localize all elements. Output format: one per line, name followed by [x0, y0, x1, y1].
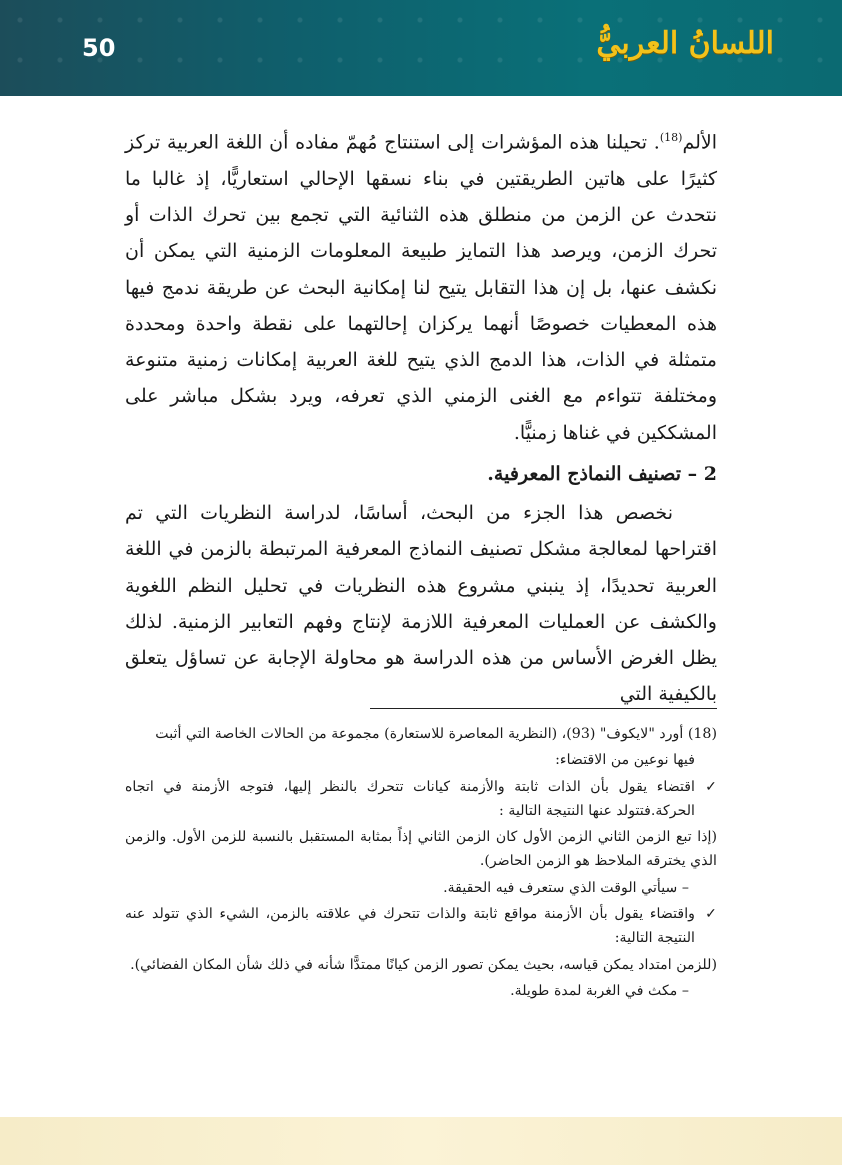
page-header: [0, 0, 842, 96]
footnotes: [125, 722, 717, 1005]
check-icon: ✓: [705, 778, 717, 795]
journal-logo: اللسانُ العربيُّ: [596, 26, 774, 61]
footnote-18-intro: (18) أورد "لايكوف" (93)، (النظرية المعاصرة للاستعارة) مجموعة من الحالات الخاصة التي أثبت: [155, 726, 717, 742]
footnote-item-1-text: اقتضاء يقول بأن الذات ثابتة والأزمنة كيانات تتحرك بالنظر إليها، فتوجه الأزمنة في اتجاه الحركة.فتتولد عنها النتيجة التالية :: [125, 778, 695, 819]
check-icon: ✓: [705, 906, 717, 923]
paragraph-1-start: الألم: [682, 131, 717, 154]
footnote-ref-18[interactable]: (18): [659, 131, 683, 144]
footnote-divider: [370, 708, 717, 709]
main-text: [125, 120, 717, 713]
footnote-quote-2: (للزمن امتداد يمكن قياسه، بحيث يمكن تصور الزمن كيانًا ممتدًّا شأنه في ذلك شأن المكان الفضائي).: [130, 956, 717, 973]
footnote-quote-1: (إذا تبع الزمن الثاني الزمن الأول كان الزمن الثاني إذاً بمثابة المستقبل بالنسبة للزمن الأول. والزمن الذي يخترقه الملاحظ هو الزمن الحاضر).: [125, 829, 717, 870]
footnote-example-1: – سيأتي الوقت الذي ستعرف فيه الحقيقة.: [443, 879, 689, 896]
footnote-example-2: – مكث في الغربة لمدة طويلة.: [510, 982, 689, 999]
footnote-item-1: [125, 775, 717, 824]
paragraph-1: [125, 120, 717, 451]
footnote-item-2: [125, 902, 717, 951]
paragraph-1-rest: . تحيلنا هذه المؤشرات إلى استنتاج مُهمّ مفاده أن اللغة العربية تركز كثيرًا على هاتين الطريقتين في بناء نسقها الإحالي استعاريًّا، إذ غالبا ما نتحدث عن الزمن من منطلق هذه الثنائية التي تجمع بين تحرك الذات أو تحرك الزمن، ويرصد هذا التمايز طبيعة المعلومات الزمنية التي يمكن أن نكشف عنها، بل إن هذا التقابل يتيح لنا إمكانية البحث عن طريقة ندمج فيها هذه المعطيات خصوصًا أنهما يركزان إحالتهما على نقطة واحدة ومحددة متمثلة في الذات، هذا الدمج الذي يتيح للغة العربية إمكانات زمنية متنوعة ومختلفة تتواءم مع الغنى الزمني الذي تعرفه، ويرد بشكل مباشر على المشككين في غناها زمنيًّا.: [125, 131, 717, 444]
page-footer-band: [0, 1117, 842, 1165]
section-heading: 2 – تصنيف النماذج المعرفية.: [487, 463, 717, 485]
footnote-item-2-text: واقتضاء يقول بأن الأزمنة مواقع ثابتة والذات تتحرك في علاقته بالزمن، الشيء الذي تتولد عنه النتيجة التالية:: [125, 906, 695, 947]
footnote-18-intro-cont: فيها نوعين من الاقتضاء:: [555, 752, 695, 769]
page-number: 50: [82, 34, 116, 62]
paragraph-2: نخصص هذا الجزء من البحث، أساسًا، لدراسة النظريات التي تم اقتراحها لمعالجة مشكل تصنيف النماذج المعرفية المرتبطة بالزمن في اللغة العربية تحديدًا، إذ ينبني مشروع هذه النظريات في تحليل النظم اللغوية والكشف عن العمليات المعرفية اللازمة لإنتاج وفهم التعابير الزمنية. لذلك يظل الغرض الأساس من هذه الدراسة هو محاولة الإجابة عن تساؤل يتعلق بالكيفية التي: [125, 502, 717, 706]
